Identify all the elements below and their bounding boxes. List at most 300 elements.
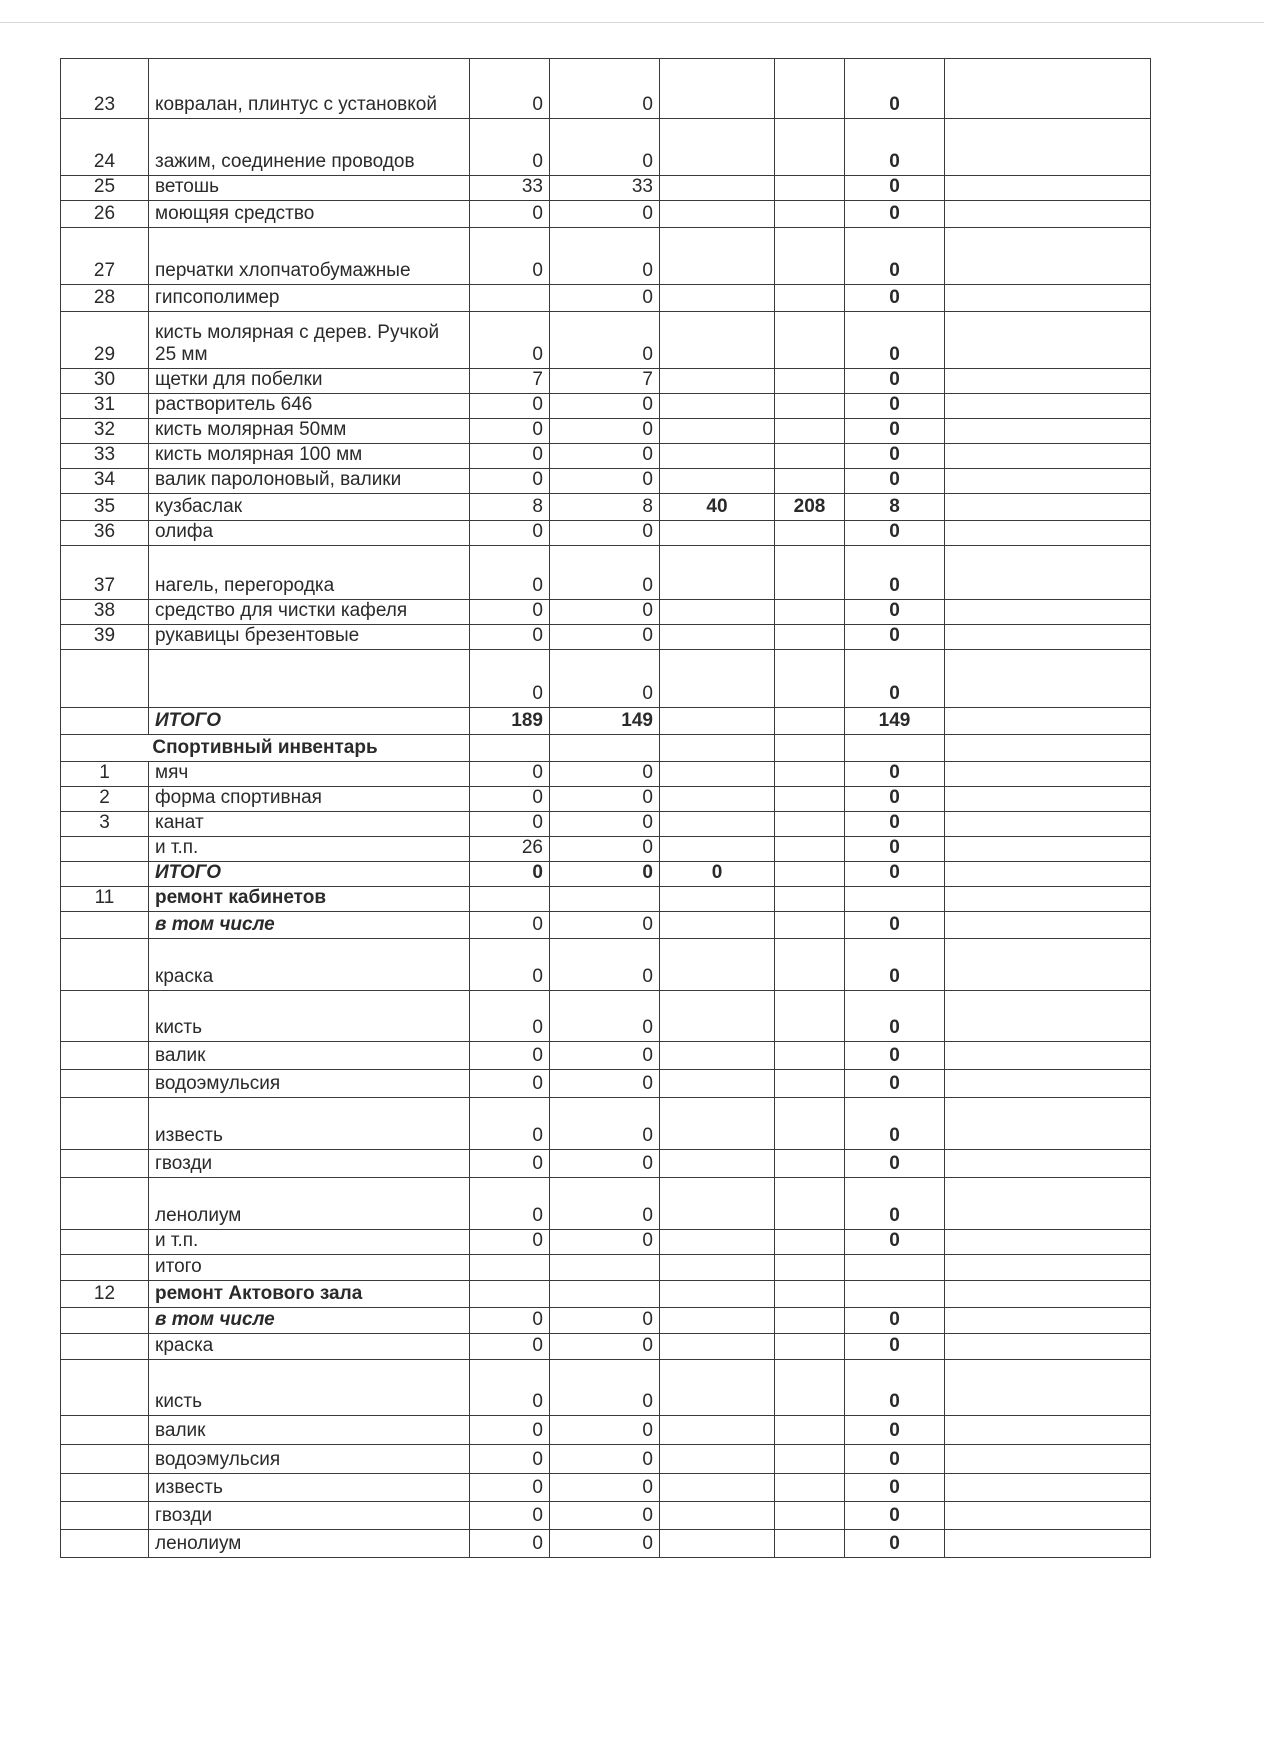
value-col-2: 8 xyxy=(550,494,660,521)
value-col-3 xyxy=(660,119,775,176)
value-col-2: 0 xyxy=(550,228,660,285)
result-value: 0 xyxy=(845,444,945,469)
table-row xyxy=(61,1530,1151,1558)
table-row xyxy=(61,444,1151,469)
value-col-2: 0 xyxy=(550,546,660,600)
value-col-1: 0 xyxy=(470,1042,550,1070)
value-col-2: 0 xyxy=(550,625,660,650)
value-col-3 xyxy=(660,625,775,650)
empty-cell xyxy=(945,912,1151,939)
value-col-3 xyxy=(660,1230,775,1255)
item-name: и т.п. xyxy=(149,1230,470,1255)
empty-cell xyxy=(945,1502,1151,1530)
value-col-3 xyxy=(660,735,775,762)
item-name: итого xyxy=(149,1255,470,1281)
value-col-4 xyxy=(775,1255,845,1281)
value-col-1: 0 xyxy=(470,912,550,939)
value-col-1: 33 xyxy=(470,176,550,201)
value-col-3 xyxy=(660,708,775,735)
table-row xyxy=(61,787,1151,812)
result-value: 0 xyxy=(845,546,945,600)
value-col-4 xyxy=(775,1416,845,1445)
value-col-4 xyxy=(775,228,845,285)
value-col-4 xyxy=(775,201,845,228)
value-col-4 xyxy=(775,444,845,469)
row-number: 33 xyxy=(61,444,149,469)
item-name: зажим, соединение проводов xyxy=(149,119,470,176)
row-number: 37 xyxy=(61,546,149,600)
value-col-1: 0 xyxy=(470,1474,550,1502)
table-row xyxy=(61,1255,1151,1281)
table-row xyxy=(61,1178,1151,1230)
item-name: нагель, перегородка xyxy=(149,546,470,600)
value-col-1: 0 xyxy=(470,469,550,494)
value-col-4 xyxy=(775,837,845,862)
table-row xyxy=(61,600,1151,625)
value-col-1: 0 xyxy=(470,1308,550,1334)
row-number: 28 xyxy=(61,285,149,312)
value-col-3 xyxy=(660,1530,775,1558)
value-col-3 xyxy=(660,762,775,787)
value-col-2: 0 xyxy=(550,787,660,812)
value-col-1: 0 xyxy=(470,1098,550,1150)
value-col-3: 0 xyxy=(660,862,775,887)
result-value: 149 xyxy=(845,708,945,735)
value-col-1: 0 xyxy=(470,991,550,1042)
value-col-3 xyxy=(660,201,775,228)
value-col-1 xyxy=(470,1281,550,1308)
value-col-2: 7 xyxy=(550,369,660,394)
empty-cell xyxy=(945,735,1151,762)
value-col-2 xyxy=(550,1255,660,1281)
item-name: краска xyxy=(149,939,470,991)
row-number: 39 xyxy=(61,625,149,650)
row-number xyxy=(61,1098,149,1150)
value-col-4 xyxy=(775,650,845,708)
value-col-3 xyxy=(660,469,775,494)
value-col-1: 0 xyxy=(470,812,550,837)
empty-cell xyxy=(945,119,1151,176)
result-value: 0 xyxy=(845,1178,945,1230)
row-number xyxy=(61,1502,149,1530)
result-value: 0 xyxy=(845,1416,945,1445)
item-name: рукавицы брезентовые xyxy=(149,625,470,650)
result-value: 0 xyxy=(845,312,945,369)
table-row xyxy=(61,1360,1151,1416)
row-number xyxy=(61,1042,149,1070)
value-col-1: 8 xyxy=(470,494,550,521)
value-col-4 xyxy=(775,59,845,119)
table-row xyxy=(61,812,1151,837)
section-heading: Спортивный инвентарь xyxy=(61,735,470,762)
value-col-3 xyxy=(660,312,775,369)
value-col-3 xyxy=(660,1098,775,1150)
empty-cell xyxy=(945,1098,1151,1150)
item-name: ремонт кабинетов xyxy=(149,887,470,912)
value-col-2: 0 xyxy=(550,600,660,625)
row-number xyxy=(61,912,149,939)
value-col-4 xyxy=(775,369,845,394)
value-col-3 xyxy=(660,650,775,708)
result-value: 0 xyxy=(845,1098,945,1150)
result-value: 0 xyxy=(845,369,945,394)
value-col-2: 0 xyxy=(550,1178,660,1230)
item-name: кисть xyxy=(149,991,470,1042)
value-col-4 xyxy=(775,939,845,991)
value-col-4 xyxy=(775,1502,845,1530)
empty-cell xyxy=(945,650,1151,708)
row-number: 35 xyxy=(61,494,149,521)
row-number xyxy=(61,1360,149,1416)
result-value: 0 xyxy=(845,176,945,201)
empty-cell xyxy=(945,228,1151,285)
value-col-1: 0 xyxy=(470,119,550,176)
value-col-1: 0 xyxy=(470,228,550,285)
value-col-1: 189 xyxy=(470,708,550,735)
value-col-4 xyxy=(775,1530,845,1558)
value-col-4 xyxy=(775,787,845,812)
table-row xyxy=(61,762,1151,787)
row-number xyxy=(61,708,149,735)
item-name: кисть молярная 100 мм xyxy=(149,444,470,469)
row-number xyxy=(61,1178,149,1230)
row-number xyxy=(61,650,149,708)
result-value: 0 xyxy=(845,394,945,419)
item-name: валик xyxy=(149,1416,470,1445)
value-col-4 xyxy=(775,600,845,625)
row-number: 3 xyxy=(61,812,149,837)
result-value: 0 xyxy=(845,469,945,494)
row-number xyxy=(61,862,149,887)
value-col-2: 33 xyxy=(550,176,660,201)
item-name: водоэмульсия xyxy=(149,1070,470,1098)
table-row xyxy=(61,1281,1151,1308)
table-row xyxy=(61,991,1151,1042)
row-number xyxy=(61,1474,149,1502)
result-value xyxy=(845,1281,945,1308)
value-col-4 xyxy=(775,762,845,787)
item-name: перчатки хлопчатобумажные xyxy=(149,228,470,285)
table-row xyxy=(61,1474,1151,1502)
value-col-4 xyxy=(775,1360,845,1416)
value-col-2: 0 xyxy=(550,762,660,787)
table-row xyxy=(61,176,1151,201)
result-value: 0 xyxy=(845,119,945,176)
row-number xyxy=(61,1150,149,1178)
result-value: 0 xyxy=(845,837,945,862)
result-value: 0 xyxy=(845,1308,945,1334)
value-col-1: 0 xyxy=(470,312,550,369)
value-col-2: 0 xyxy=(550,419,660,444)
value-col-3 xyxy=(660,1150,775,1178)
value-col-1: 0 xyxy=(470,1530,550,1558)
value-col-4 xyxy=(775,625,845,650)
value-col-2: 0 xyxy=(550,1308,660,1334)
value-col-3 xyxy=(660,912,775,939)
value-col-4 xyxy=(775,1098,845,1150)
row-number: 1 xyxy=(61,762,149,787)
item-name: ковралан, плинтус с установкой xyxy=(149,59,470,119)
table-row xyxy=(61,1416,1151,1445)
empty-cell xyxy=(945,59,1151,119)
empty-cell xyxy=(945,521,1151,546)
row-number: 29 xyxy=(61,312,149,369)
item-name: и т.п. xyxy=(149,837,470,862)
table-row xyxy=(61,469,1151,494)
value-col-3 xyxy=(660,59,775,119)
value-col-2: 0 xyxy=(550,521,660,546)
result-value: 0 xyxy=(845,862,945,887)
table-row xyxy=(61,708,1151,735)
result-value: 0 xyxy=(845,939,945,991)
value-col-3 xyxy=(660,1070,775,1098)
table-row xyxy=(61,837,1151,862)
item-name: водоэмульсия xyxy=(149,1445,470,1474)
scan-edge-line xyxy=(0,22,1264,23)
result-value: 0 xyxy=(845,1474,945,1502)
row-number: 12 xyxy=(61,1281,149,1308)
item-name: известь xyxy=(149,1474,470,1502)
item-name: ИТОГО xyxy=(149,708,470,735)
value-col-1: 0 xyxy=(470,1445,550,1474)
table-row xyxy=(61,912,1151,939)
value-col-3 xyxy=(660,1308,775,1334)
empty-cell xyxy=(945,1281,1151,1308)
row-number: 31 xyxy=(61,394,149,419)
item-name xyxy=(149,650,470,708)
value-col-4 xyxy=(775,1070,845,1098)
item-name: гвозди xyxy=(149,1502,470,1530)
value-col-3 xyxy=(660,1255,775,1281)
result-value: 0 xyxy=(845,201,945,228)
empty-cell xyxy=(945,762,1151,787)
value-col-1: 0 xyxy=(470,59,550,119)
value-col-2: 0 xyxy=(550,1360,660,1416)
result-value: 0 xyxy=(845,812,945,837)
value-col-2: 0 xyxy=(550,1150,660,1178)
value-col-1: 0 xyxy=(470,201,550,228)
value-col-2: 0 xyxy=(550,991,660,1042)
value-col-3 xyxy=(660,1502,775,1530)
empty-cell xyxy=(945,419,1151,444)
value-col-1: 0 xyxy=(470,1070,550,1098)
value-col-3 xyxy=(660,228,775,285)
item-name: валик паролоновый, валики xyxy=(149,469,470,494)
value-col-2: 0 xyxy=(550,1445,660,1474)
item-name: кисть молярная с дерев. Ручкой 25 мм xyxy=(149,312,470,369)
value-col-1: 0 xyxy=(470,1502,550,1530)
value-col-4 xyxy=(775,735,845,762)
table-row xyxy=(61,862,1151,887)
item-name: известь xyxy=(149,1098,470,1150)
value-col-4 xyxy=(775,887,845,912)
value-col-1: 0 xyxy=(470,625,550,650)
empty-cell xyxy=(945,444,1151,469)
value-col-1 xyxy=(470,1255,550,1281)
table-row xyxy=(61,1445,1151,1474)
empty-cell xyxy=(945,991,1151,1042)
value-col-3 xyxy=(660,991,775,1042)
value-col-2: 0 xyxy=(550,837,660,862)
value-col-1: 0 xyxy=(470,1334,550,1360)
empty-cell xyxy=(945,1445,1151,1474)
table-row xyxy=(61,1334,1151,1360)
empty-cell xyxy=(945,939,1151,991)
empty-cell xyxy=(945,1334,1151,1360)
value-col-2: 0 xyxy=(550,1230,660,1255)
table-row xyxy=(61,1150,1151,1178)
empty-cell xyxy=(945,1150,1151,1178)
value-col-3 xyxy=(660,939,775,991)
value-col-4 xyxy=(775,912,845,939)
table-row xyxy=(61,59,1151,119)
value-col-1: 0 xyxy=(470,394,550,419)
item-name: ремонт Актового зала xyxy=(149,1281,470,1308)
value-col-4 xyxy=(775,394,845,419)
result-value: 0 xyxy=(845,762,945,787)
value-col-4 xyxy=(775,1230,845,1255)
row-number xyxy=(61,1308,149,1334)
value-col-3 xyxy=(660,600,775,625)
value-col-3 xyxy=(660,285,775,312)
value-col-1 xyxy=(470,285,550,312)
row-number: 11 xyxy=(61,887,149,912)
value-col-3 xyxy=(660,1334,775,1360)
table-row xyxy=(61,1042,1151,1070)
empty-cell xyxy=(945,812,1151,837)
empty-cell xyxy=(945,201,1151,228)
empty-cell xyxy=(945,312,1151,369)
result-value: 0 xyxy=(845,625,945,650)
value-col-1: 0 xyxy=(470,862,550,887)
value-col-3 xyxy=(660,394,775,419)
value-col-2: 0 xyxy=(550,1474,660,1502)
table-row xyxy=(61,546,1151,600)
value-col-2: 0 xyxy=(550,650,660,708)
table-row xyxy=(61,521,1151,546)
expense-table-sheet xyxy=(60,58,1150,1558)
empty-cell xyxy=(945,1474,1151,1502)
empty-cell xyxy=(945,1230,1151,1255)
value-col-1: 26 xyxy=(470,837,550,862)
row-number: 25 xyxy=(61,176,149,201)
value-col-1 xyxy=(470,887,550,912)
table-row xyxy=(61,735,1151,762)
table-row xyxy=(61,119,1151,176)
item-name: ленолиум xyxy=(149,1530,470,1558)
empty-cell xyxy=(945,285,1151,312)
row-number xyxy=(61,837,149,862)
value-col-2: 0 xyxy=(550,939,660,991)
table-row xyxy=(61,1230,1151,1255)
table-row xyxy=(61,1308,1151,1334)
value-col-4 xyxy=(775,1281,845,1308)
table-body xyxy=(61,59,1151,1558)
value-col-4 xyxy=(775,1474,845,1502)
empty-cell xyxy=(945,1178,1151,1230)
result-value xyxy=(845,735,945,762)
value-col-2: 0 xyxy=(550,1530,660,1558)
value-col-4 xyxy=(775,419,845,444)
row-number xyxy=(61,1255,149,1281)
row-number xyxy=(61,1334,149,1360)
item-name: форма спортивная xyxy=(149,787,470,812)
value-col-4 xyxy=(775,1308,845,1334)
result-value: 0 xyxy=(845,1070,945,1098)
value-col-3 xyxy=(660,546,775,600)
expense-table xyxy=(60,58,1151,1558)
row-number: 32 xyxy=(61,419,149,444)
empty-cell xyxy=(945,494,1151,521)
value-col-1 xyxy=(470,735,550,762)
value-col-2 xyxy=(550,887,660,912)
empty-cell xyxy=(945,887,1151,912)
row-number: 30 xyxy=(61,369,149,394)
row-number xyxy=(61,1230,149,1255)
table-row xyxy=(61,394,1151,419)
item-name: ИТОГО xyxy=(149,862,470,887)
value-col-4 xyxy=(775,119,845,176)
item-name: канат xyxy=(149,812,470,837)
result-value: 0 xyxy=(845,1502,945,1530)
value-col-1: 0 xyxy=(470,600,550,625)
item-name: щетки для побелки xyxy=(149,369,470,394)
value-col-4 xyxy=(775,1445,845,1474)
table-row xyxy=(61,228,1151,285)
value-col-2: 0 xyxy=(550,59,660,119)
value-col-1: 0 xyxy=(470,546,550,600)
row-number xyxy=(61,1445,149,1474)
value-col-1: 0 xyxy=(470,939,550,991)
row-number: 34 xyxy=(61,469,149,494)
empty-cell xyxy=(945,600,1151,625)
table-row xyxy=(61,887,1151,912)
empty-cell xyxy=(945,1255,1151,1281)
table-row xyxy=(61,625,1151,650)
value-col-2: 0 xyxy=(550,812,660,837)
value-col-4 xyxy=(775,312,845,369)
result-value: 0 xyxy=(845,521,945,546)
value-col-2: 0 xyxy=(550,312,660,369)
value-col-1: 7 xyxy=(470,369,550,394)
value-col-4 xyxy=(775,708,845,735)
empty-cell xyxy=(945,1416,1151,1445)
item-name: ветошь xyxy=(149,176,470,201)
value-col-3 xyxy=(660,521,775,546)
table-row xyxy=(61,369,1151,394)
value-col-3 xyxy=(660,1281,775,1308)
empty-cell xyxy=(945,708,1151,735)
empty-cell xyxy=(945,1070,1151,1098)
result-value xyxy=(845,887,945,912)
result-value: 0 xyxy=(845,787,945,812)
value-col-1: 0 xyxy=(470,1150,550,1178)
result-value: 0 xyxy=(845,228,945,285)
result-value: 0 xyxy=(845,600,945,625)
item-name: гипсополимер xyxy=(149,285,470,312)
row-number: 26 xyxy=(61,201,149,228)
item-name: мяч xyxy=(149,762,470,787)
empty-cell xyxy=(945,1308,1151,1334)
result-value: 0 xyxy=(845,285,945,312)
empty-cell xyxy=(945,1360,1151,1416)
row-number xyxy=(61,1416,149,1445)
value-col-4 xyxy=(775,521,845,546)
value-col-4 xyxy=(775,1178,845,1230)
value-col-3 xyxy=(660,1445,775,1474)
value-col-1: 0 xyxy=(470,444,550,469)
table-row xyxy=(61,1098,1151,1150)
